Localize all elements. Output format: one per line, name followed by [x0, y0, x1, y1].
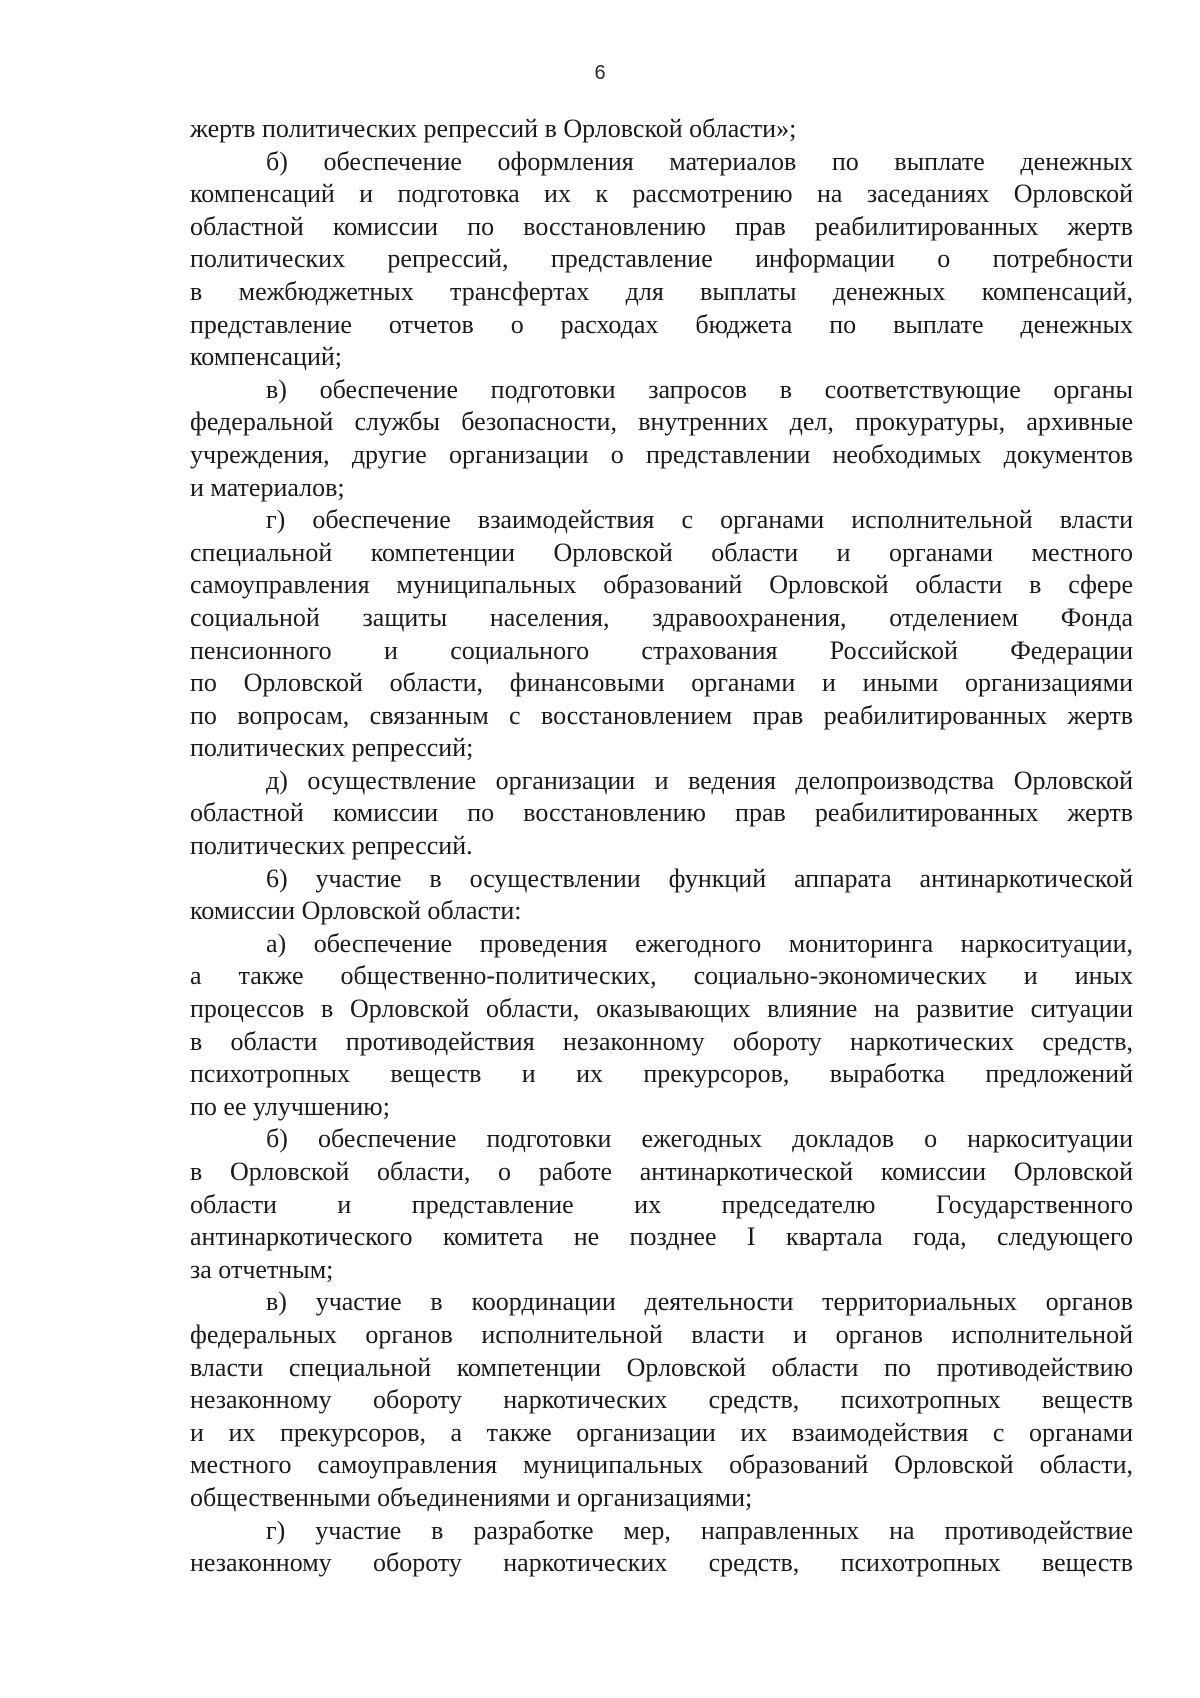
text-line: незаконному обороту наркотических средств, психотропных веществ [190, 1548, 1133, 1578]
text-line: в Орловской области, о работе антинаркотической комиссии Орловской [190, 1157, 1133, 1186]
text-line: местного самоуправления муниципальных образований Орловской области, [190, 1450, 1133, 1480]
text-line: федеральных органов исполнительной власти и органов исполнительной [190, 1319, 1133, 1349]
text-line: по вопросам, связанным с восстановлением прав реабилитированных жертв [190, 700, 1133, 730]
text-line: по Орловской области, финансовыми органами и иными организациями [190, 668, 1133, 698]
text-line: а также общественно-политических, социально-экономических и иных [190, 961, 1133, 991]
text-line: компенсаций; [190, 342, 343, 372]
text-line: г) участие в разработке мер, направленных на противодействие [266, 1515, 1133, 1545]
text-line: областной комиссии по восстановлению прав реабилитированных жертв [190, 211, 1133, 241]
text-line: за отчетным; [190, 1254, 334, 1284]
text-line: компенсаций и подготовка их к рассмотрению на заседаниях Орловской [190, 179, 1133, 209]
text-line: области и представление их председателю Государственного [190, 1189, 1133, 1219]
document-body [190, 113, 1133, 1580]
text-line: политических репрессий, представление информации о потребности [190, 244, 1133, 274]
text-line: социальной защиты населения, здравоохранения, отделением Фонда [190, 602, 1133, 632]
text-line: областной комиссии по восстановлению прав реабилитированных жертв [190, 798, 1133, 828]
text-line: б) обеспечение оформления материалов по выплате денежных [266, 146, 1133, 176]
text-line: г) обеспечение взаимодействия с органами исполнительной власти [266, 505, 1133, 535]
text-line: жертв политических репрессий в Орловской области»; [190, 114, 797, 143]
text-line: психотропных веществ и их прекурсоров, выработка предложений [190, 1059, 1133, 1089]
text-line: политических репрессий; [190, 733, 474, 763]
text-line: д) осуществление организации и ведения делопроизводства Орловской [266, 765, 1133, 795]
text-line: 6) участие в осуществлении функций аппарата антинаркотической [266, 863, 1133, 893]
text-line: антинаркотического комитета не позднее I квартала года, следующего [190, 1222, 1133, 1252]
text-line: в межбюджетных трансфертах для выплаты денежных компенсаций, [190, 276, 1133, 306]
text-line: незаконному обороту наркотических средств, психотропных веществ [190, 1385, 1133, 1415]
text-line: и их прекурсоров, а также организации их взаимодействия с органами [190, 1417, 1133, 1447]
text-line: в области противодействия незаконному обороту наркотических средств, [190, 1026, 1133, 1056]
text-line: общественными объединениями и организациями; [190, 1482, 753, 1512]
text-line: самоуправления муниципальных образований Орловской области в сфере [190, 570, 1133, 600]
text-line: специальной компетенции Орловской области и органами местного [190, 537, 1133, 567]
text-line: в) обеспечение подготовки запросов в соответствующие органы [266, 374, 1133, 404]
text-line: процессов в Орловской области, оказывающих влияние на развитие ситуации [190, 994, 1133, 1024]
text-line: в) участие в координации деятельности территориальных органов [266, 1287, 1133, 1317]
text-line: б) обеспечение подготовки ежегодных докладов о наркоситуации [266, 1124, 1133, 1154]
text-line: по ее улучшению; [190, 1091, 390, 1121]
text-line: учреждения, другие организации о представлении необходимых документов [190, 439, 1133, 469]
text-line: представление отчетов о расходах бюджета по выплате денежных [190, 309, 1133, 339]
text-line: и материалов; [190, 472, 345, 502]
text-line: федеральной службы безопасности, внутренних дел, прокуратуры, архивные [190, 407, 1133, 437]
text-line: пенсионного и социального страхования Российской Федерации [190, 635, 1133, 665]
text-line: политических репрессий. [190, 831, 473, 861]
text-line: комиссии Орловской области: [190, 896, 522, 926]
text-line: власти специальной компетенции Орловской области по противодействию [190, 1352, 1133, 1382]
text-line: а) обеспечение проведения ежегодного мониторинга наркоситуации, [266, 928, 1133, 958]
page-number: 6 [594, 62, 606, 84]
